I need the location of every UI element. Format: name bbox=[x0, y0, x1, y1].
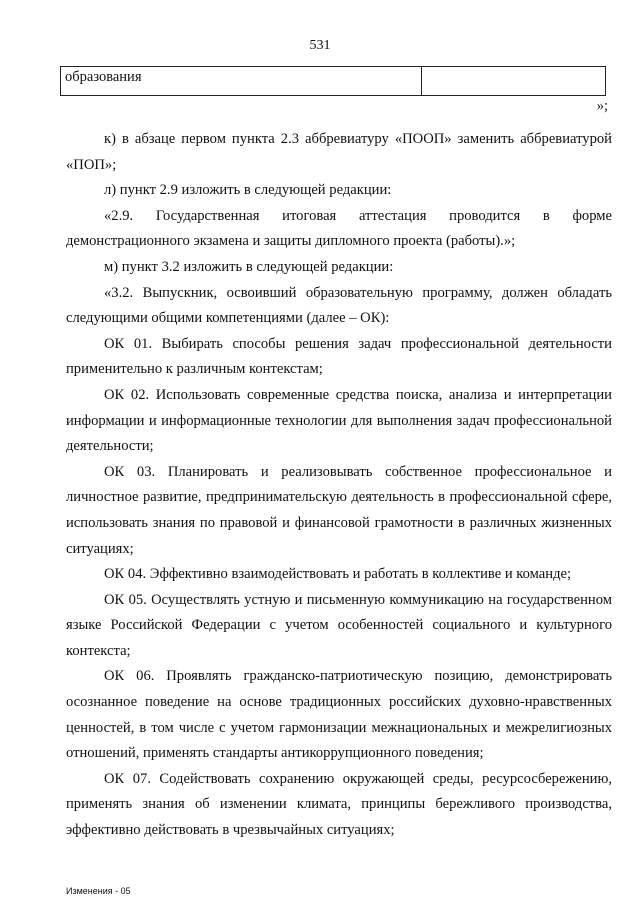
paragraph-ok-04: ОК 04. Эффективно взаимодействовать и работать в коллективе и команде; bbox=[104, 566, 572, 583]
quote-end: »; bbox=[596, 98, 608, 114]
paragraph-ok-07: ОК 07. Содействовать сохранению окружающей среды, ресурсосбережению, применять знания об изменении климата, принципы бережливого производства, эффективно действовать в чрезвычайных ситуациях; bbox=[66, 770, 612, 839]
paragraph-2-9: «2.9. Государственная итоговая аттестация проводится в форме демонстрационного экзамена и защиты дипломного проекта (работы).»; bbox=[66, 207, 612, 250]
paragraph-ok-05: ОК 05. Осуществлять устную и письменную коммуникацию на государственном языке Российской Федерации с учетом особенностей социального и культурного контекста; bbox=[66, 591, 612, 659]
paragraph-ok-01: ОК 01. Выбирать способы решения задач профессиональной деятельности применительно к различным контекстам; bbox=[66, 335, 612, 378]
header-table bbox=[60, 66, 606, 96]
paragraph-3-2: «3.2. Выпускник, освоивший образовательную программу, должен обладать следующими общими компетенциями (далее – ОК): bbox=[66, 284, 612, 327]
header-cell-left: образования bbox=[61, 67, 422, 96]
page-number: 531 bbox=[309, 38, 331, 53]
header-cell-right bbox=[422, 67, 606, 96]
paragraph-l: л) пункт 2.9 изложить в следующей редакции: bbox=[104, 182, 392, 199]
paragraph-m: м) пункт 3.2 изложить в следующей редакции: bbox=[104, 258, 394, 275]
paragraph-ok-03: ОК 03. Планировать и реализовывать собственное профессиональное и личностное развитие, предпринимательскую деятельность в профессиональной сфере, использовать знания по правовой и финансовой грамотности в различных жизненных ситуациях; bbox=[66, 463, 612, 557]
paragraph-k: к) в абзаце первом пункта 2.3 аббревиатуру «ПООП» заменить аббревиатурой «ПОП»; bbox=[66, 131, 612, 173]
paragraph-ok-02: ОК 02. Использовать современные средства поиска, анализа и интерпретации информации и информационные технологии для выполнения задач профессиональной деятельности; bbox=[66, 386, 612, 455]
paragraph-ok-06: ОК 06. Проявлять гражданско-патриотическую позицию, демонстрировать осознанное поведение на основе традиционных российских духовно-нравственных ценностей, в том числе с учетом гармонизации межнациональных и межрелигиозных отношений, применять стандарты антикоррупционного поведения; bbox=[66, 668, 612, 762]
footer-note: Изменения - 05 bbox=[66, 886, 131, 896]
document-body bbox=[66, 127, 612, 844]
